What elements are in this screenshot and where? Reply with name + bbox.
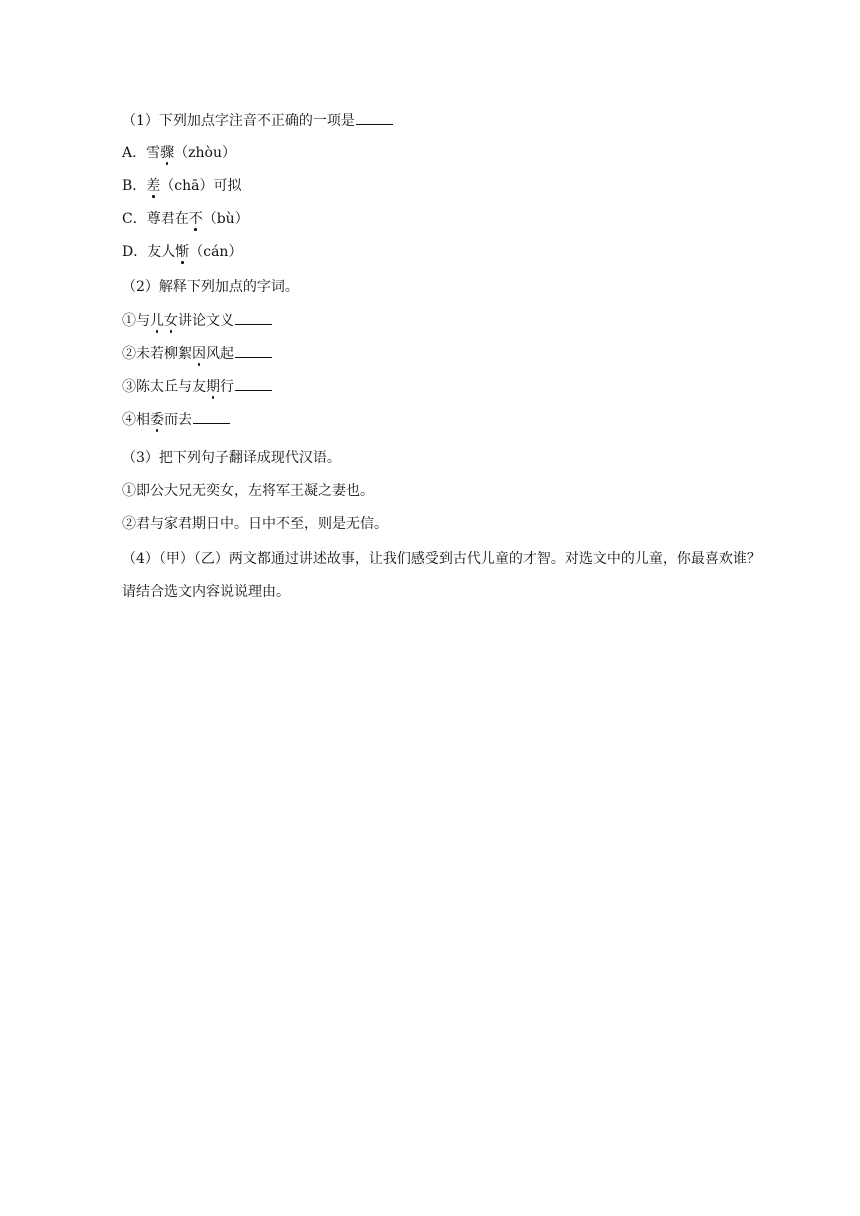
dotted-char: 女 (164, 313, 178, 329)
item-number: ① (122, 313, 136, 329)
q1-stem (122, 110, 393, 131)
dotted-char: 委 (150, 412, 164, 428)
answer-blank (193, 409, 230, 424)
q4-stem (122, 543, 762, 609)
item-number: ② (122, 346, 136, 362)
option-text: 雪 (146, 145, 161, 161)
item-text: 行 (220, 379, 234, 395)
item-text: 君与家君期日中。日中不至，则是无信。 (136, 516, 388, 532)
item-text: 与 (136, 313, 150, 329)
q2-item-1 (122, 310, 272, 331)
answer-blank (235, 376, 272, 391)
item-text: 陈太丘与友 (136, 379, 206, 395)
item-text: 即公大兄无奕女，左将军王凝之妻也。 (136, 483, 374, 499)
q2-stem-text: （2）解释下列加点的字词。 (122, 279, 299, 295)
option-pinyin: （cán） (189, 244, 243, 260)
q3-item-1 (122, 481, 374, 501)
item-text: 相 (136, 412, 150, 428)
answer-blank (235, 310, 272, 325)
q2-item-2 (122, 343, 272, 364)
q2-item-3 (122, 376, 272, 397)
dotted-char: 儿 (150, 313, 164, 329)
dotted-word (150, 313, 178, 329)
option-pinyin: （chā）可拟 (160, 178, 242, 194)
item-text: 讲论文义 (178, 313, 234, 329)
dotted-char: 惭 (175, 244, 190, 260)
dotted-char: 因 (192, 346, 206, 362)
q3-stem-text: （3）把下列句子翻译成现代汉语。 (122, 450, 341, 466)
option-label: A． (122, 145, 147, 161)
dotted-char: 期 (206, 379, 220, 395)
item-number: ③ (122, 379, 136, 395)
option-label: B． (122, 178, 147, 194)
answer-blank (235, 343, 272, 358)
option-pinyin: （zhòu） (174, 145, 236, 161)
q1-option-b (122, 176, 242, 196)
item-text: 未若柳絮 (136, 346, 192, 362)
q3-stem (122, 448, 341, 468)
option-label: C． (122, 211, 147, 227)
q2-item-4 (122, 409, 230, 430)
q3-item-2 (122, 514, 388, 534)
q1-option-a (122, 143, 236, 163)
item-number: ① (122, 483, 136, 499)
item-number: ② (122, 516, 136, 532)
answer-blank (356, 110, 393, 125)
option-pinyin: （bù） (202, 211, 249, 227)
q1-option-d (122, 242, 242, 262)
q4-stem-text: （4）（甲）（乙）两文都通过讲述故事，让我们感受到古代儿童的才智。对选文中的儿童，你最喜欢谁？请结合选文内容说说理由。 (122, 551, 761, 600)
dotted-char: 不 (188, 211, 203, 227)
q1-option-c (122, 209, 249, 229)
q2-stem (122, 277, 299, 297)
dotted-char (150, 313, 178, 329)
dotted-char: 骤 (160, 145, 175, 161)
item-text: 风起 (206, 346, 234, 362)
dotted-char: 差 (146, 178, 161, 194)
q1-stem-text: （1）下列加点字注音不正确的一项是 (122, 113, 355, 129)
item-number: ④ (122, 412, 136, 428)
item-text: 而去 (164, 412, 192, 428)
option-text: 友人 (147, 244, 176, 260)
option-text: 尊君在 (146, 211, 189, 227)
option-label: D． (122, 244, 148, 260)
